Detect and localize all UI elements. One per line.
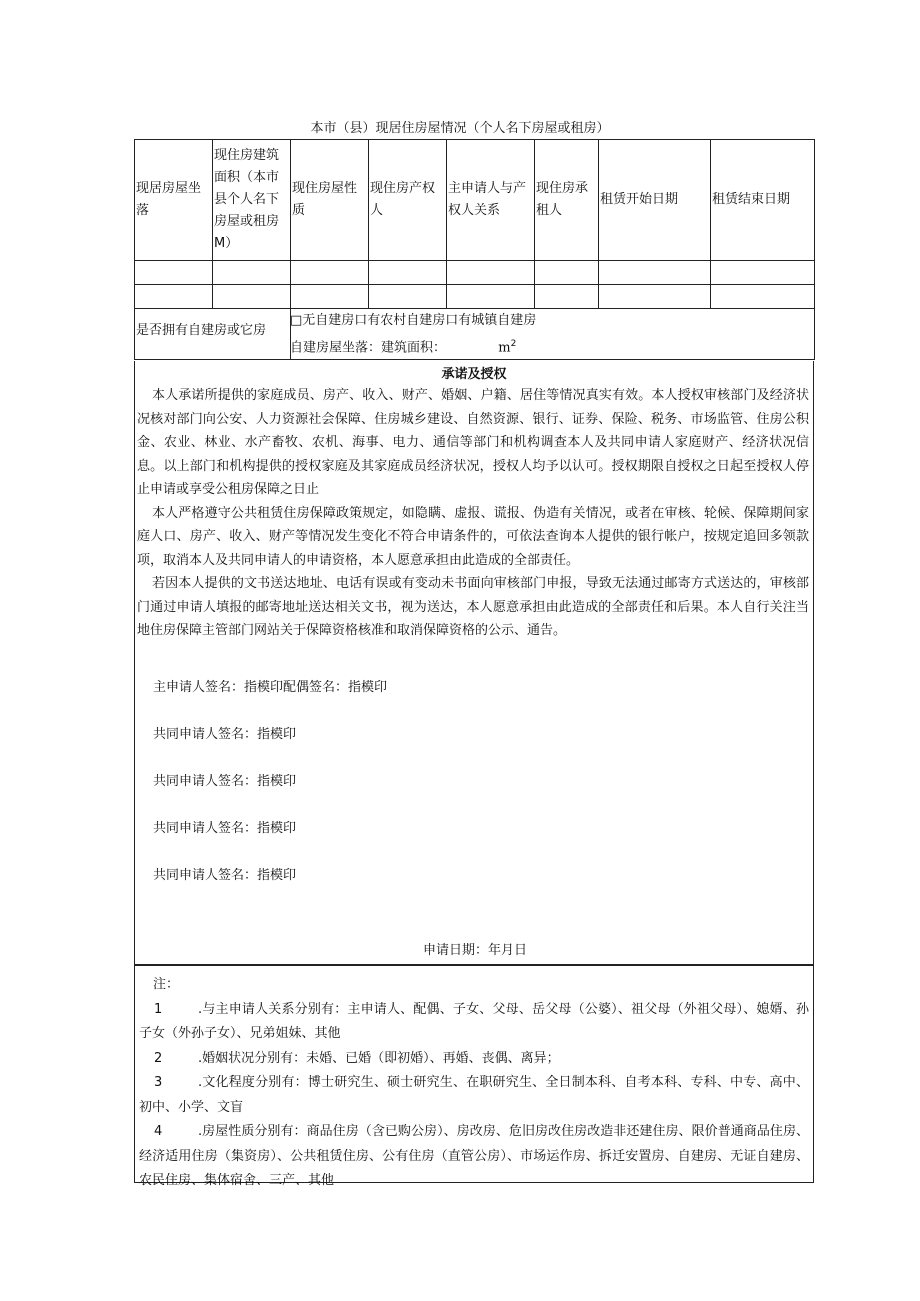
commitment-paragraph-2: 本人严格遵守公共租赁住房保障政策规定，如隐瞒、虚报、谎报、伪造有关情况，或者在审核、轮候、保障期间家庭人口、房产、收入、财产等情况发生变化不符合申请条件的，可依法查询本人提供的银行帐户，按规定追回多领款项，取消本人及共同申请人的申请资格，本人愿意承担由此造成的全部责任。 (137, 505, 809, 568)
co-applicant-signature[interactable]: 共同申请人签名：指模印 (153, 868, 297, 883)
notes-heading: 注： (153, 977, 180, 992)
note-number: 3 (154, 1075, 163, 1090)
header-lease-end: 租赁结束日期 (711, 140, 815, 261)
header-owner: 现住房产权人 (369, 140, 447, 261)
header-tenant: 现住房承租人 (535, 140, 599, 261)
table-cell[interactable] (447, 261, 535, 285)
table-cell[interactable] (369, 285, 447, 309)
note-text: .文化程度分别有：博士研究生、硕士研究生、在职研究生、全日制本科、自考本科、专科、中专、高中、初中、小学、文盲 (139, 1075, 809, 1115)
self-built-location-line (290, 333, 813, 359)
header-location: 现居房屋坐落 (135, 140, 213, 261)
table-cell[interactable] (599, 261, 711, 285)
self-built-question: 是否拥有自建房或它房 (136, 323, 267, 339)
note-text: .婚姻状况分别有：未婚、已婚（即初婚）、再婚、丧偶、离异； (198, 1050, 560, 1066)
self-built-answer-cell (291, 309, 815, 360)
header-area: 现住房建筑面积（本市县个人名下房屋或租房M） (213, 140, 291, 261)
table-cell[interactable] (599, 285, 711, 309)
commitment-paragraph-1: 本人承诺所提供的家庭成员、房产、收入、财产、婚姻、户籍、居住等情况真实有效。本人授权审核部门及经济状况核对部门向公安、人力资源社会保障、住房城乡建设、自然资源、银行、证券、保险、税务、市场监管、住房公积金、农业、林业、水产畜牧、农机、海事、电力、通信等部门和机构调查本人及共同申请人家庭财产、经济状况信息。以上部门和机构提供的授权家庭及其家庭成员经济状况，授权人均予以认可。授权期限自授权之日起至授权人停止申请或享受公租房保障之日止 (137, 388, 809, 497)
commitment-section (134, 361, 814, 965)
commitment-paragraph-3: 若因本人提供的文书送达地址、电话有误或有变动未书面向审核部门申报，导致无法通过邮寄方式送达的，审核部门通过申请人填报的邮寄地址送达相关文书，视为送达，本人愿意承担由此造成的全部责任和后果。本人自行关注当地住房保障主管部门网站关于保障资格核准和取消保障资格的公示、通告。 (137, 576, 809, 638)
table-header-row (135, 140, 815, 261)
header-property-type: 现住房屋性质 (291, 140, 369, 261)
co-applicant-signature[interactable]: 共同申请人签名：指模印 (153, 727, 297, 742)
table-cell[interactable] (711, 261, 815, 285)
table-cell[interactable] (213, 261, 291, 285)
table-cell[interactable] (291, 285, 369, 309)
note-item (135, 998, 813, 1047)
table-cell[interactable] (535, 285, 599, 309)
note-number: 1 (154, 1001, 163, 1017)
self-built-row (135, 309, 815, 360)
form-title: 本市（县）现居住房屋情况（个人名下房屋或租房） (310, 121, 610, 136)
header-relation: 主申请人与产权人关系 (447, 140, 535, 261)
area-unit-superscript: 2 (510, 339, 517, 349)
note-item (135, 1120, 813, 1194)
table-row (135, 285, 815, 309)
table-cell[interactable] (447, 285, 535, 309)
table-cell[interactable] (291, 261, 369, 285)
table-cell[interactable] (711, 285, 815, 309)
note-number: 4 (154, 1124, 163, 1139)
note-text: .房屋性质分别有：商品住房（含已购公房）、房改房、危旧房改住房改造非还建住房、限价普通商品住房、经济适用住房（集资房）、公共租赁住房、公有住房（直管公房）、市场运作房、拆迁安置房、自建房、无证自建房、农民住房、集体宿舍、三产、其他 (139, 1124, 809, 1188)
co-applicant-signature[interactable]: 共同申请人签名：指模印 (153, 774, 297, 789)
header-lease-start: 租赁开始日期 (599, 140, 711, 261)
application-date[interactable]: 申请日期：年月日 (422, 943, 527, 958)
housing-table (134, 139, 815, 360)
table-cell[interactable] (213, 285, 291, 309)
table-cell[interactable] (369, 261, 447, 285)
table-row (135, 261, 815, 285)
table-cell[interactable] (135, 261, 213, 285)
main-applicant-signature[interactable]: 主申请人签名：指模印配偶签名：指模印 (153, 680, 388, 695)
note-text: .与主申请人关系分别有：主申请人、配偶、子女、父母、岳父母（公婆）、祖父母（外祖父母）、媳婿、孙子女（外孙子女）、兄弟姐妹、其他 (139, 1001, 809, 1041)
notes-section (134, 965, 814, 1188)
note-item (135, 1047, 813, 1072)
area-unit: m (498, 340, 511, 356)
self-built-options[interactable]: □无自建房口有农村自建房口有城镇自建房 (290, 313, 537, 328)
note-item (135, 1071, 813, 1120)
table-cell[interactable] (135, 285, 213, 309)
table-cell[interactable] (535, 261, 599, 285)
self-built-location-label: 自建房屋坐落：建筑面积： (290, 340, 447, 356)
co-applicant-signature[interactable]: 共同申请人签名：指模印 (153, 821, 297, 836)
self-built-question-cell (135, 309, 291, 360)
commitment-title: 承诺及授权 (441, 367, 507, 382)
note-number: 2 (154, 1050, 163, 1066)
